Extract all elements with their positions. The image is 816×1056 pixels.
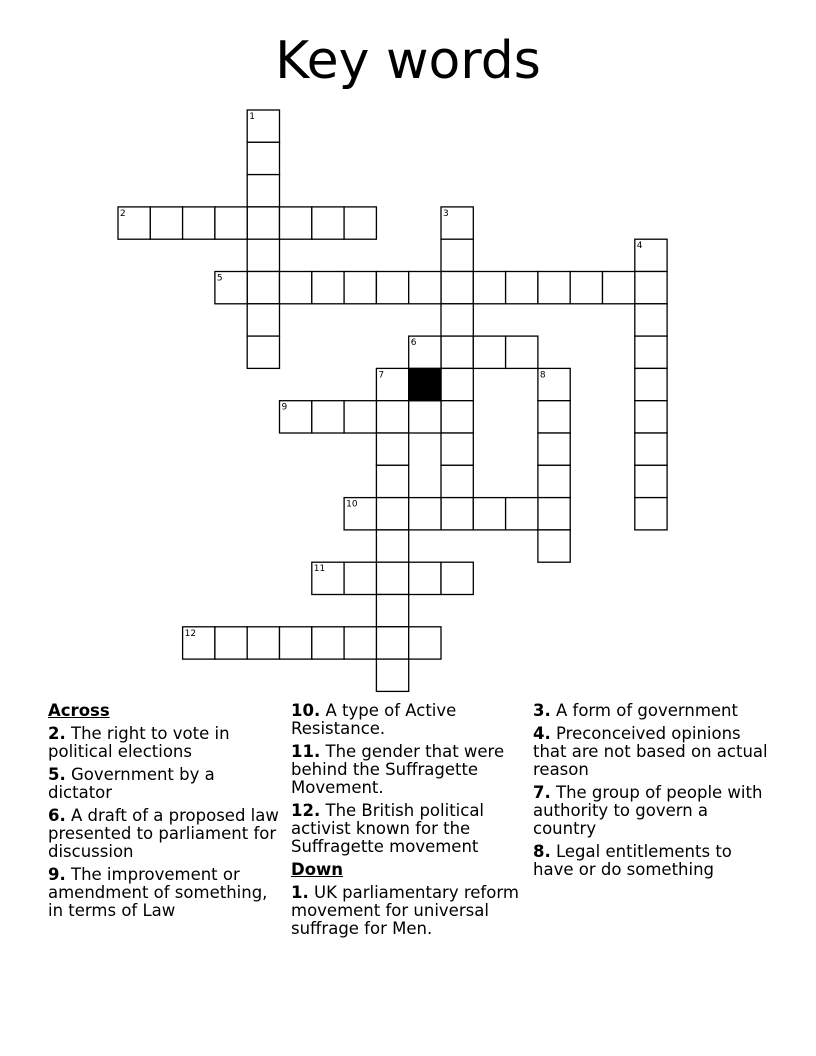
grid-cell[interactable] (441, 336, 473, 368)
grid-cell[interactable] (409, 627, 441, 659)
grid-cell[interactable] (247, 336, 279, 368)
grid-cell[interactable] (247, 142, 279, 174)
grid-cell[interactable] (247, 304, 279, 336)
grid-cell[interactable] (376, 401, 408, 433)
cell-number: 3 (443, 208, 449, 219)
grid-cell[interactable] (344, 272, 376, 304)
grid-cell[interactable] (409, 562, 441, 594)
grid-cell[interactable] (344, 207, 376, 239)
grid-cell[interactable] (538, 530, 570, 562)
grid-cell[interactable] (473, 272, 505, 304)
black-cell (409, 368, 441, 400)
clue-down-3: 3. A form of government (533, 701, 738, 720)
grid-cell[interactable] (538, 433, 570, 465)
grid-cell[interactable] (376, 433, 408, 465)
grid-cell[interactable] (635, 433, 667, 465)
clues-column-2 (291, 702, 519, 943)
cell-number: 8 (539, 370, 546, 381)
grid-cell[interactable] (215, 207, 247, 239)
grid-cell[interactable] (635, 336, 667, 368)
grid-cell[interactable] (344, 562, 376, 594)
grid-cell[interactable] (312, 401, 344, 433)
grid-cell[interactable] (441, 401, 473, 433)
clue-down-7: 7. The group of people with authority to govern a country (533, 783, 763, 838)
grid-cell[interactable] (344, 627, 376, 659)
grid-cell[interactable] (183, 207, 215, 239)
grid-cell[interactable] (538, 498, 570, 530)
grid-cell[interactable] (312, 272, 344, 304)
grid-cell[interactable] (538, 272, 570, 304)
grid-cell[interactable] (603, 272, 635, 304)
grid-cell[interactable] (376, 272, 408, 304)
page-title: Key words (275, 31, 541, 91)
grid-cell[interactable] (635, 368, 667, 400)
clue-across-9: 9. The improvement or amendment of something, in terms of Law (48, 865, 268, 920)
clues-column-1 (48, 702, 280, 925)
grid-cell[interactable] (280, 207, 312, 239)
grid-cell[interactable] (376, 627, 408, 659)
clue-across-12: 12. The British political activist known for the Suffragette movement (291, 801, 485, 856)
clue-across-10: 10. A type of Active Resistance. (291, 701, 457, 738)
grid-cell[interactable] (441, 562, 473, 594)
grid-cell[interactable] (506, 336, 538, 368)
grid-cell[interactable] (538, 465, 570, 497)
grid-cell[interactable] (473, 498, 505, 530)
grid-cell[interactable] (376, 562, 408, 594)
across-heading: Across (48, 701, 110, 720)
cell-number: 10 (346, 499, 358, 510)
grid-cell[interactable] (376, 465, 408, 497)
clue-across-2: 2. The right to vote in political elections (48, 724, 230, 761)
grid-cell[interactable] (409, 401, 441, 433)
grid-cell[interactable] (506, 498, 538, 530)
grid-cell[interactable] (635, 304, 667, 336)
grid-cell[interactable] (376, 530, 408, 562)
grid-cell[interactable] (215, 627, 247, 659)
grid-cell[interactable] (344, 401, 376, 433)
cell-number: 7 (378, 370, 385, 381)
grid-cell[interactable] (441, 498, 473, 530)
grid-cell[interactable] (441, 433, 473, 465)
grid-cell[interactable] (247, 207, 279, 239)
grid-cell[interactable] (635, 272, 667, 304)
grid-cell[interactable] (570, 272, 602, 304)
clue-down-4: 4. Preconceived opinions that are not based on actual reason (533, 724, 768, 779)
clue-across-5: 5. Government by a dictator (48, 765, 215, 802)
cell-number: 9 (281, 402, 288, 413)
clue-down-8: 8. Legal entitlements to have or do something (533, 842, 732, 879)
grid-cell[interactable] (312, 627, 344, 659)
grid-cell[interactable] (441, 239, 473, 271)
grid-cell[interactable] (409, 498, 441, 530)
grid-cell[interactable] (247, 175, 279, 207)
grid-cell[interactable] (376, 498, 408, 530)
grid-cell[interactable] (247, 627, 279, 659)
grid-cell[interactable] (247, 272, 279, 304)
clue-across-11: 11. The gender that were behind the Suffragette Movement. (291, 742, 505, 797)
grid-cell[interactable] (312, 207, 344, 239)
grid-cell[interactable] (538, 401, 570, 433)
grid-cell[interactable] (635, 465, 667, 497)
grid-cell[interactable] (441, 304, 473, 336)
grid-cell[interactable] (441, 368, 473, 400)
grid-cell[interactable] (376, 595, 408, 627)
grid-cell[interactable] (441, 272, 473, 304)
grid-cell[interactable] (506, 272, 538, 304)
grid-cell[interactable] (280, 627, 312, 659)
cell-number: 12 (184, 628, 197, 639)
cell-number: 4 (636, 241, 643, 252)
grid-cell[interactable] (441, 465, 473, 497)
grid-cell[interactable] (635, 401, 667, 433)
cell-number: 2 (120, 208, 126, 219)
cell-number: 6 (410, 338, 417, 349)
clues-column-3 (533, 702, 773, 884)
grid-cell[interactable] (409, 272, 441, 304)
cell-number: 1 (249, 112, 255, 122)
clue-down-1: 1. UK parliamentary reform movement for universal suffrage for Men. (291, 883, 519, 938)
grid-cell[interactable] (247, 239, 279, 271)
grid-cell[interactable] (376, 659, 408, 691)
grid-cell[interactable] (473, 336, 505, 368)
cell-number: 11 (313, 564, 326, 575)
clue-across-6: 6. A draft of a proposed law presented to parliament for discussion (48, 806, 279, 861)
grid-cell[interactable] (280, 272, 312, 304)
down-heading: Down (291, 860, 344, 879)
grid-cell[interactable] (150, 207, 182, 239)
cell-number: 5 (216, 273, 223, 284)
grid-cell[interactable] (635, 498, 667, 530)
